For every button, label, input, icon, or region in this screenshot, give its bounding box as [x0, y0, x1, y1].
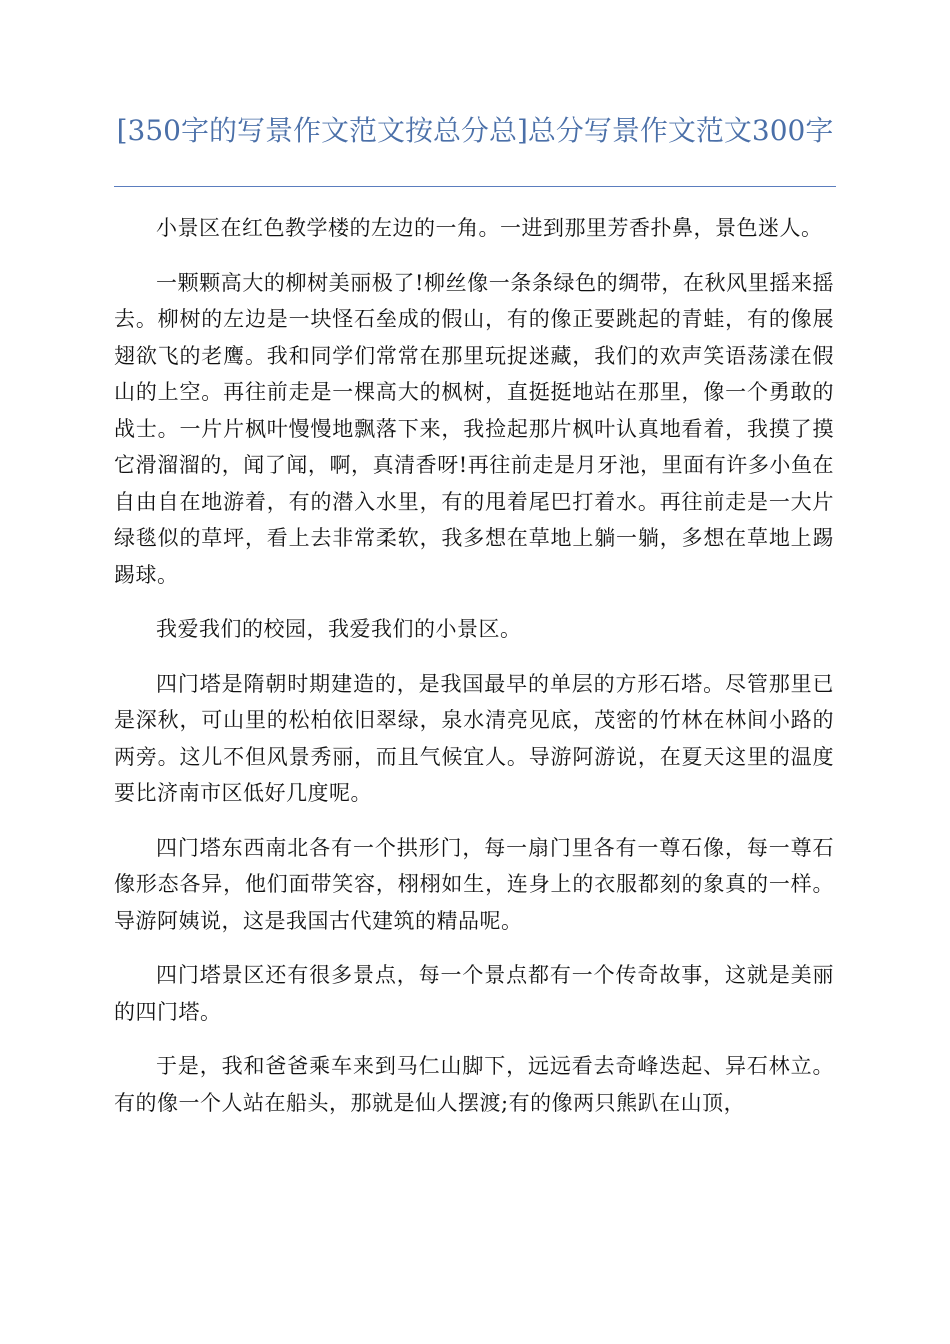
document-body — [114, 210, 834, 1139]
paragraph-4: 四门塔是隋朝时期建造的，是我国最早的单层的方形石塔。尽管那里已是深秋，可山里的松柏依旧翠绿，泉水清亮见底，茂密的竹林在林间小路的两旁。这儿不但风景秀丽，而且气候宜人。导游阿游说，在夏天这里的温度要比济南市区低好几度呢。 — [114, 671, 834, 805]
paragraph-5: 四门塔东西南北各有一个拱形门，每一扇门里各有一尊石像，每一尊石像形态各异，他们面带笑容，栩栩如生，连身上的衣服都刻的象真的一样。导游阿姨说，这是我国古代建筑的精品呢。 — [114, 835, 834, 933]
paragraph-3: 我爱我们的校园，我爱我们的小景区。 — [156, 617, 522, 641]
document-title: [350字的写景作文范文按总分总]总分写景作文范文300字 — [116, 114, 834, 147]
paragraph-6: 四门塔景区还有很多景点，每一个景点都有一个传奇故事，这就是美丽的四门塔。 — [114, 963, 834, 1024]
paragraph-2: 一颗颗高大的柳树美丽极了!柳丝像一条条绿色的绸带，在秋风里摇来摇去。柳树的左边是一块怪石垒成的假山，有的像正要跳起的青蛙，有的像展翅欲飞的老鹰。我和同学们常常在那里玩捉迷藏，我们的欢声笑语荡漾在假山的上空。再往前走是一棵高大的枫树，直挺挺地站在那里，像一个勇敢的战士。一片片枫叶慢慢地飘落下来，我捡起那片枫叶认真地看着，我摸了摸它滑溜溜的，闻了闻，啊，真清香呀!再往前走是月牙池，里面有许多小鱼在自由自在地游着，有的潜入水里，有的甩着尾巴打着水。再往前走是一大片绿毯似的草坪，看上去非常柔软，我多想在草地上躺一躺，多想在草地上踢踢球。 — [114, 270, 834, 587]
paragraph-7: 于是，我和爸爸乘车来到马仁山脚下，远远看去奇峰迭起、异石林立。有的像一个人站在船头，那就是仙人摆渡;有的像两只熊趴在山顶， — [114, 1054, 834, 1115]
title-underline — [114, 186, 836, 187]
paragraph-1: 小景区在红色教学楼的左边的一角。一进到那里芳香扑鼻，景色迷人。 — [156, 216, 823, 240]
